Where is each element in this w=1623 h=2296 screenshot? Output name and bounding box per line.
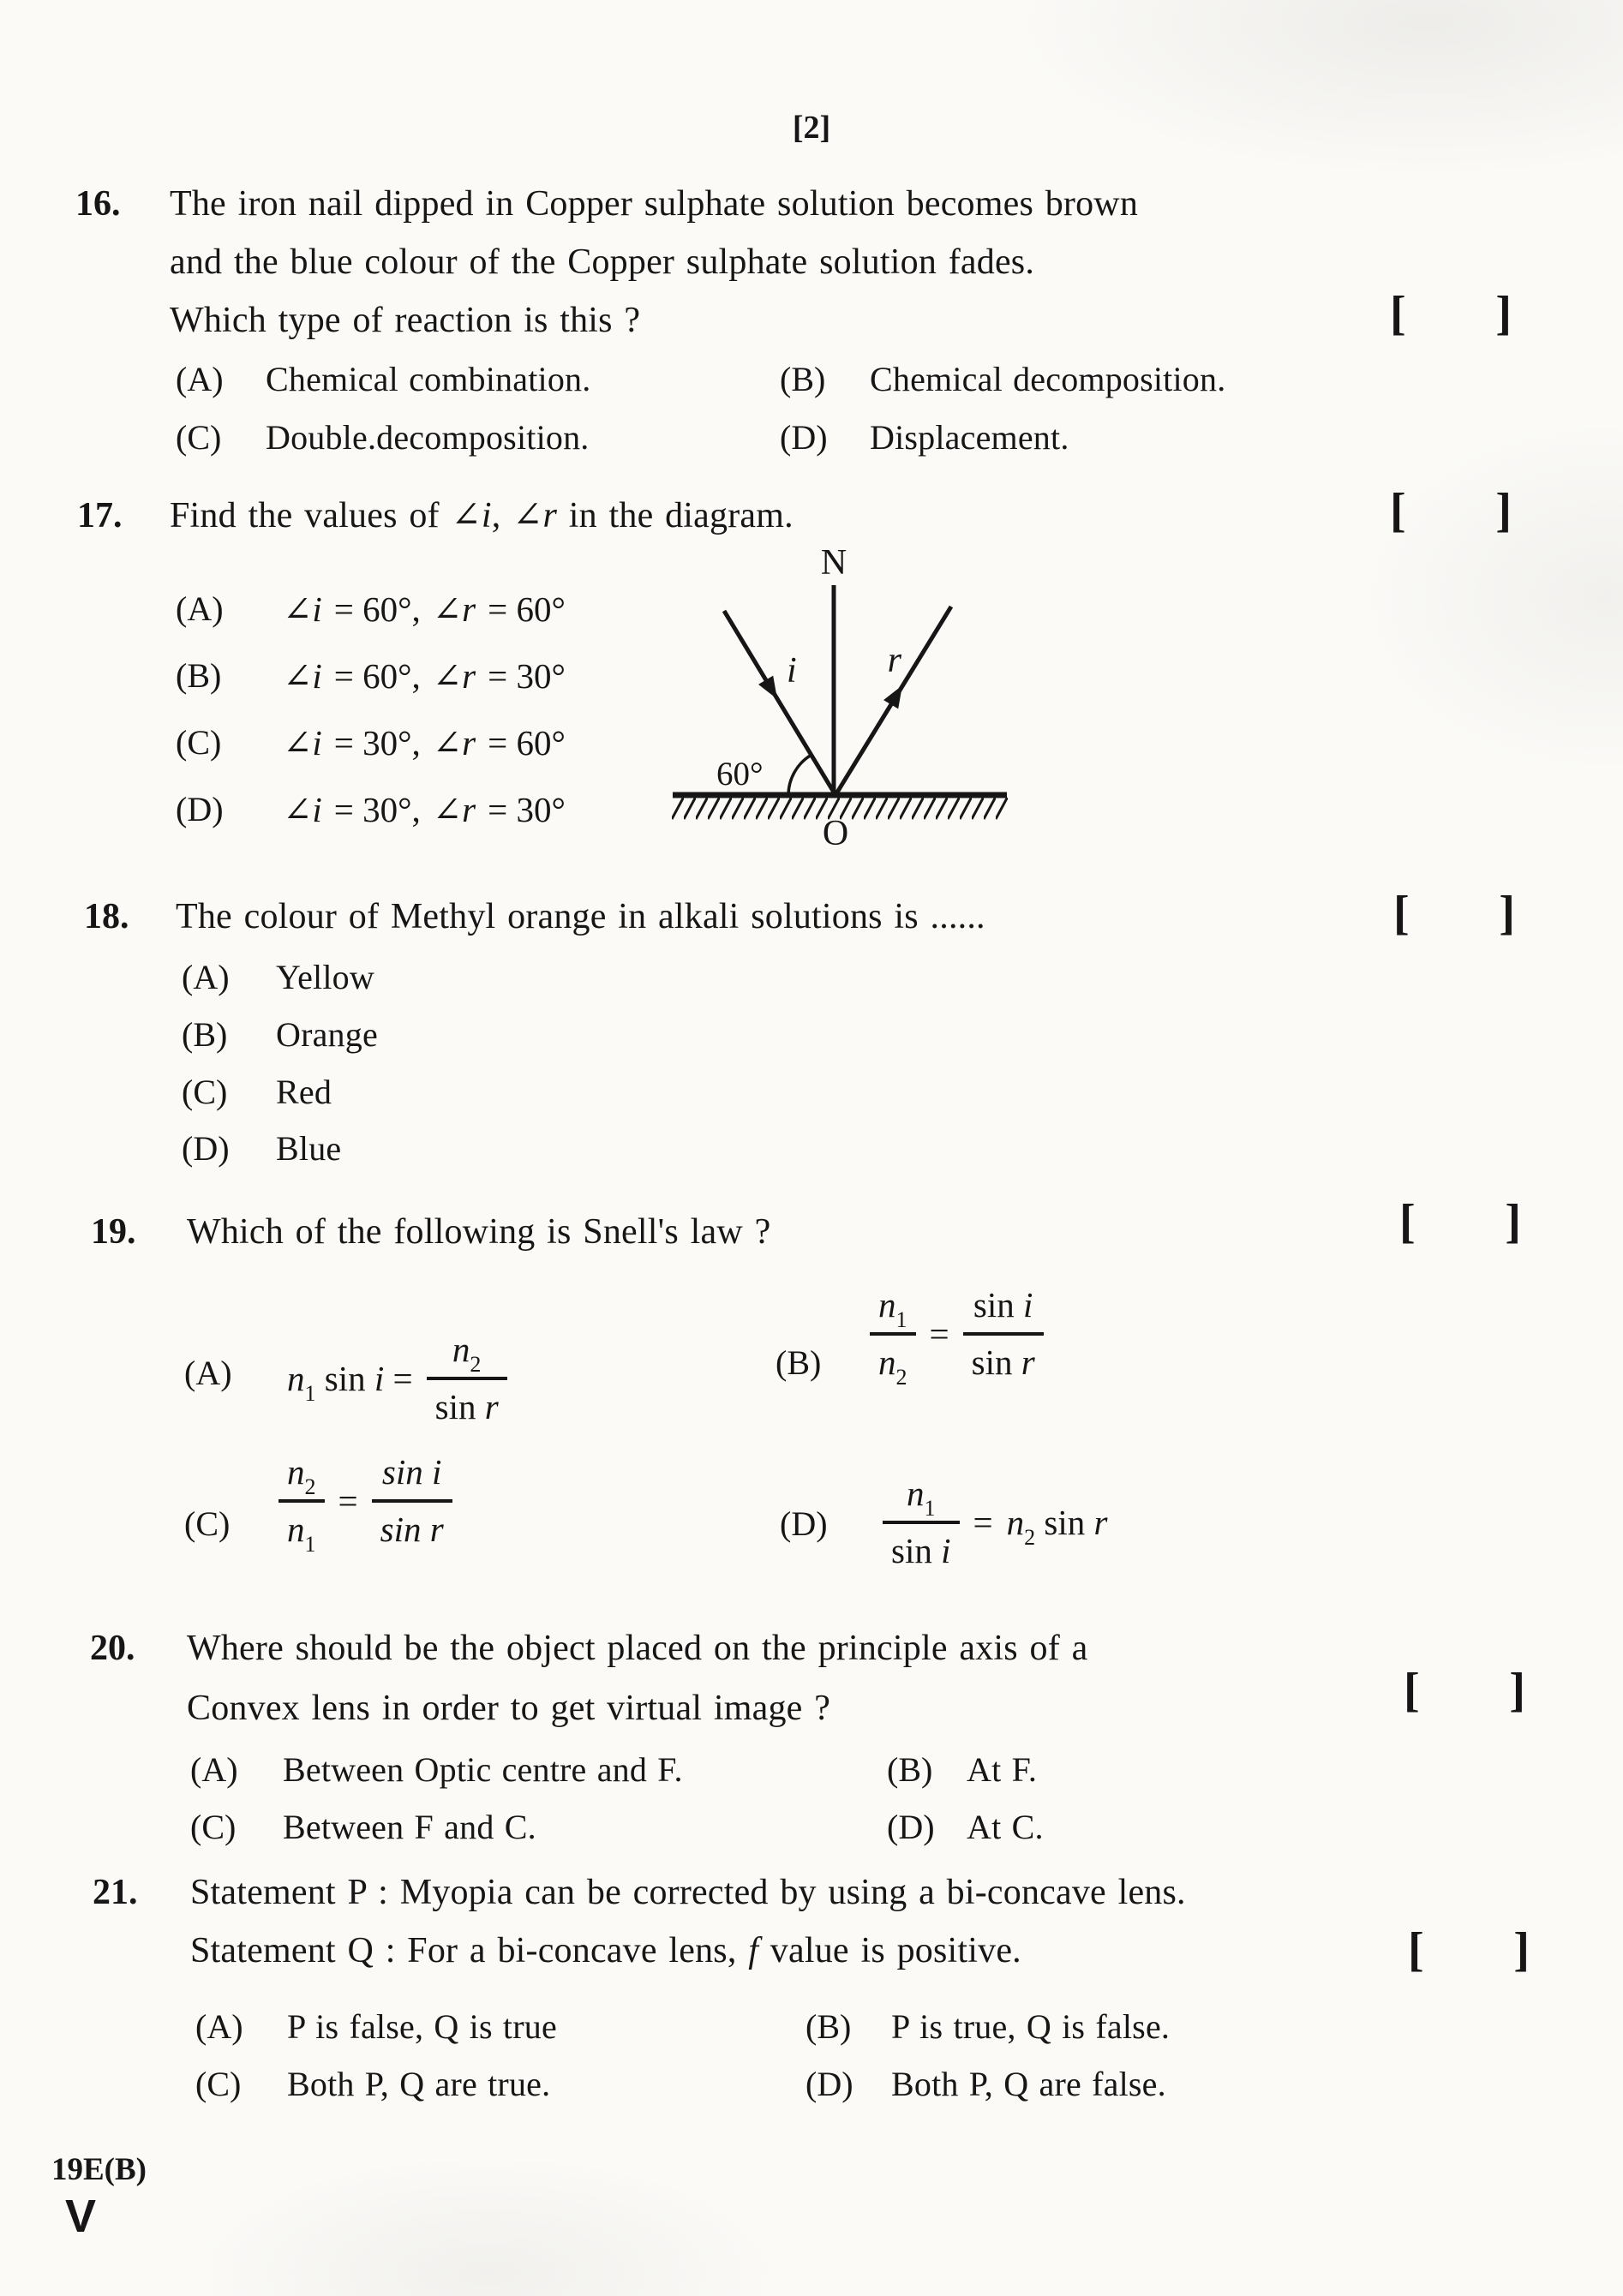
question-number: 20. [90,1629,135,1668]
option-label: (D) [780,418,828,457]
option-label: (C) [184,1504,231,1543]
question-text-line: Statement P : Myopia can be corrected by using a bi-concave lens. [190,1873,1186,1912]
question-text-line: Find the values of ∠i, ∠r in the diagram. [170,496,794,535]
snell-formula-c [278,1452,452,1558]
option-label: (C) [176,723,222,762]
answer-bracket-box [1404,1664,1525,1717]
denominator: $n_1$ [278,1499,325,1550]
numerator: sin i [381,1452,442,1492]
question-text-line: Convex lens in order to get virtual image ? [187,1689,831,1728]
fraction [427,1330,507,1427]
question-text-line: Statement Q : For a bi-concave lens, f value is positive. [190,1931,1021,1970]
option-text: At F. [967,1750,1038,1789]
option-label: (D) [176,790,224,828]
question-number: 19. [91,1212,136,1252]
option-text: Both P, Q are false. [891,2065,1166,2103]
option-label: (B) [780,360,826,398]
footer-set-mark: V [65,2191,97,2242]
formula-term: $n_2$ sin r [1006,1502,1108,1550]
fraction [963,1285,1044,1383]
snell-formula-d [883,1474,1107,1571]
denominator: sin i [883,1521,960,1571]
snell-formula-b [870,1285,1044,1390]
option-label: (D) [806,2065,853,2103]
reflected-arrowhead-icon [883,681,910,709]
option-text: Chemical combination. [266,360,591,398]
footer-paper-code: 19E(B) [51,2152,147,2187]
formula-term: $n_1$ sin i = [287,1358,413,1406]
option-text: Double.decomposition. [266,418,590,457]
option-label: (C) [176,418,222,457]
answer-bracket-box [1390,287,1512,340]
snell-formula-a [287,1330,507,1427]
option-label: (D) [887,1808,935,1846]
option-text: Between F and C. [283,1808,536,1846]
incident-label: i [787,651,797,691]
numerator: $n_1$ [878,1285,907,1332]
open-bracket: [ [1399,1195,1416,1248]
origin-label: O [822,814,849,853]
close-bracket: ] [1499,887,1515,940]
close-bracket: ] [1505,1195,1521,1248]
normal-label: N [820,543,847,583]
numerator: $n_1$ [907,1474,936,1521]
option-label: (A) [176,589,224,628]
option-label: (A) [184,1354,232,1392]
denominator: sin r [963,1332,1044,1383]
question-text-line: Which of the following is Snell's law ? [187,1212,771,1252]
open-bracket: [ [1390,484,1406,537]
incident-arrowhead-icon [758,676,785,704]
denominator: sin r [372,1499,452,1550]
option-label: (C) [195,2065,242,2103]
open-bracket: [ [1408,1923,1424,1976]
angle-arc [788,755,812,795]
option-text: ∠i = 30°, ∠r = 30° [283,790,566,829]
option-label: (A) [176,360,224,398]
option-label: (B) [887,1750,933,1789]
denominator: $n_2$ [870,1332,916,1383]
option-label: (A) [182,958,230,996]
fraction [372,1452,452,1550]
question-number: 17. [77,496,123,535]
option-text: P is true, Q is false. [891,2007,1171,2046]
answer-bracket-box [1390,484,1512,537]
question-text-line: The colour of Methyl orange in alkali solutions is ...... [176,897,985,936]
option-text: Red [276,1073,332,1111]
option-text: ∠i = 30°, ∠r = 60° [283,723,566,762]
option-text: P is false, Q is true [287,2007,557,2046]
open-bracket: [ [1390,287,1406,340]
option-text: Chemical decomposition. [870,360,1226,398]
page-number: [2] [792,110,831,146]
equals-sign: = [929,1313,949,1354]
open-bracket: [ [1404,1664,1420,1717]
option-text: ∠i = 60°, ∠r = 30° [283,656,566,696]
option-label: (B) [776,1343,822,1382]
option-label: (D) [780,1504,828,1543]
close-bracket: ] [1509,1664,1525,1717]
option-text: Blue [276,1129,342,1168]
reflection-diagram [660,538,1020,864]
close-bracket: ] [1495,484,1512,537]
reflected-label: r [887,641,901,680]
open-bracket: [ [1393,887,1410,940]
answer-bracket-box [1408,1923,1530,1976]
question-text-line: The iron nail dipped in Copper sulphate solution becomes brown [170,184,1139,224]
option-label: (B) [182,1015,228,1054]
option-label: (D) [182,1129,230,1168]
fraction [883,1474,960,1571]
close-bracket: ] [1513,1923,1530,1976]
question-text-line: Where should be the object placed on the principle axis of a [187,1629,1088,1668]
fraction [278,1452,325,1558]
denominator: sin r [427,1377,507,1427]
question-text-line: Which type of reaction is this ? [170,301,641,340]
numerator: $n_2$ [287,1452,316,1499]
equals-sign: = [338,1480,358,1521]
equals-sign: = [973,1502,993,1542]
option-text: Between Optic centre and F. [283,1750,683,1789]
question-text-line: and the blue colour of the Copper sulphate solution fades. [170,242,1035,282]
angle-label: 60° [716,756,764,792]
option-label: (C) [190,1808,237,1846]
option-text: ∠i = 60°, ∠r = 60° [283,589,566,629]
option-label: (C) [182,1073,228,1111]
close-bracket: ] [1495,287,1512,340]
option-text: Orange [276,1015,378,1054]
numerator: sin i [973,1285,1033,1324]
fraction [870,1285,916,1390]
option-label: (A) [190,1750,238,1789]
answer-bracket-box [1399,1195,1521,1248]
option-label: (B) [176,656,222,695]
option-label: (B) [806,2007,852,2046]
numerator: $n_2$ [452,1330,482,1377]
option-text: At C. [967,1808,1044,1846]
question-number: 18. [84,897,129,936]
answer-bracket-box [1393,887,1515,940]
option-text: Yellow [276,958,374,996]
option-label: (A) [195,2007,243,2046]
question-number: 16. [75,184,121,224]
question-number: 21. [93,1873,138,1912]
option-text: Displacement. [870,418,1069,457]
option-text: Both P, Q are true. [287,2065,551,2103]
